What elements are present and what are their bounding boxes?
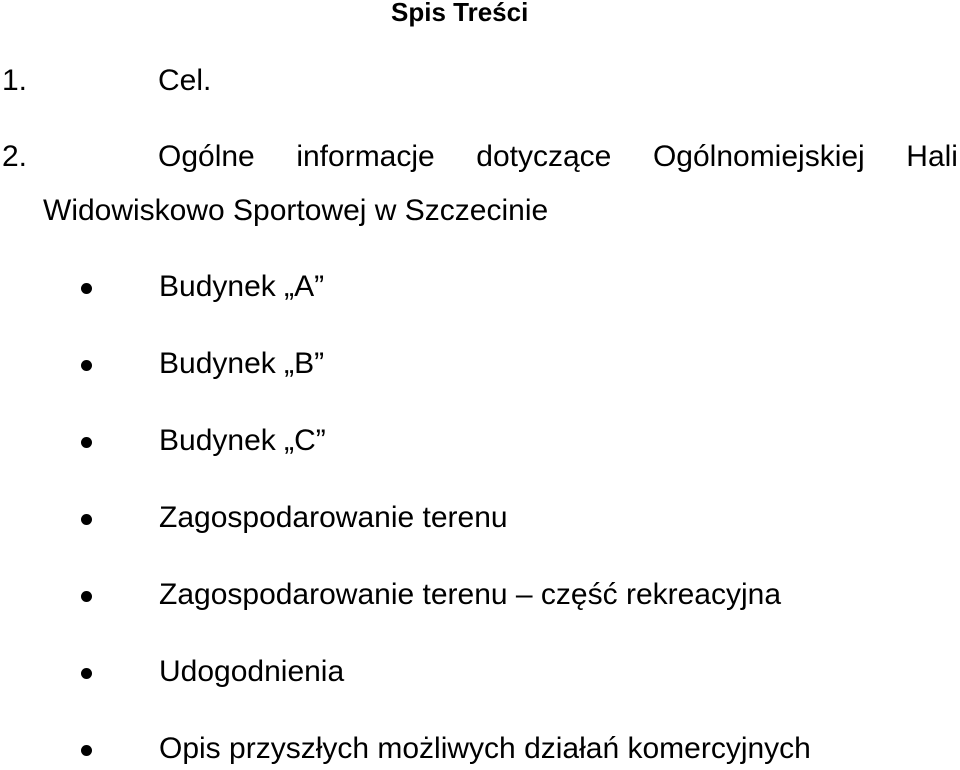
section-2-number: 2. (2, 140, 28, 173)
list-item-text: Budynek „C” (159, 424, 326, 457)
section-1-number: 1. (2, 64, 28, 97)
bullet-icon (81, 591, 92, 602)
toc-title: Spis Treści (391, 0, 529, 27)
section-2-title-word: dotyczące (476, 140, 612, 173)
section-2-title-line (158, 140, 958, 174)
bullet-icon (81, 360, 92, 371)
bullet-icon (81, 745, 92, 756)
section-2-title-word: Ogólnomiejskiej (652, 140, 865, 173)
section-2-title-word: Ogólne (158, 140, 255, 173)
list-item-text: Budynek „B” (159, 347, 325, 380)
list-item-text: Zagospodarowanie terenu – część rekreacyjna (159, 578, 782, 611)
bullet-icon (81, 514, 92, 525)
section-2-title-continuation: Widowiskowo Sportowej w Szczecinie (43, 194, 549, 227)
list-item-text: Udogodnienia (159, 655, 345, 688)
list-item-text: Zagospodarowanie terenu (159, 501, 508, 534)
list-item-text: Budynek „A” (159, 270, 325, 303)
list-item-text: Opis przyszłych możliwych działań komercyjnych (159, 732, 811, 765)
section-1-title: Cel. (158, 64, 212, 97)
bullet-icon (81, 668, 92, 679)
section-2-title-word: informacje (296, 140, 435, 173)
bullet-icon (81, 437, 92, 448)
bullet-icon (81, 283, 92, 294)
section-2-title-word: Hali (906, 140, 958, 173)
